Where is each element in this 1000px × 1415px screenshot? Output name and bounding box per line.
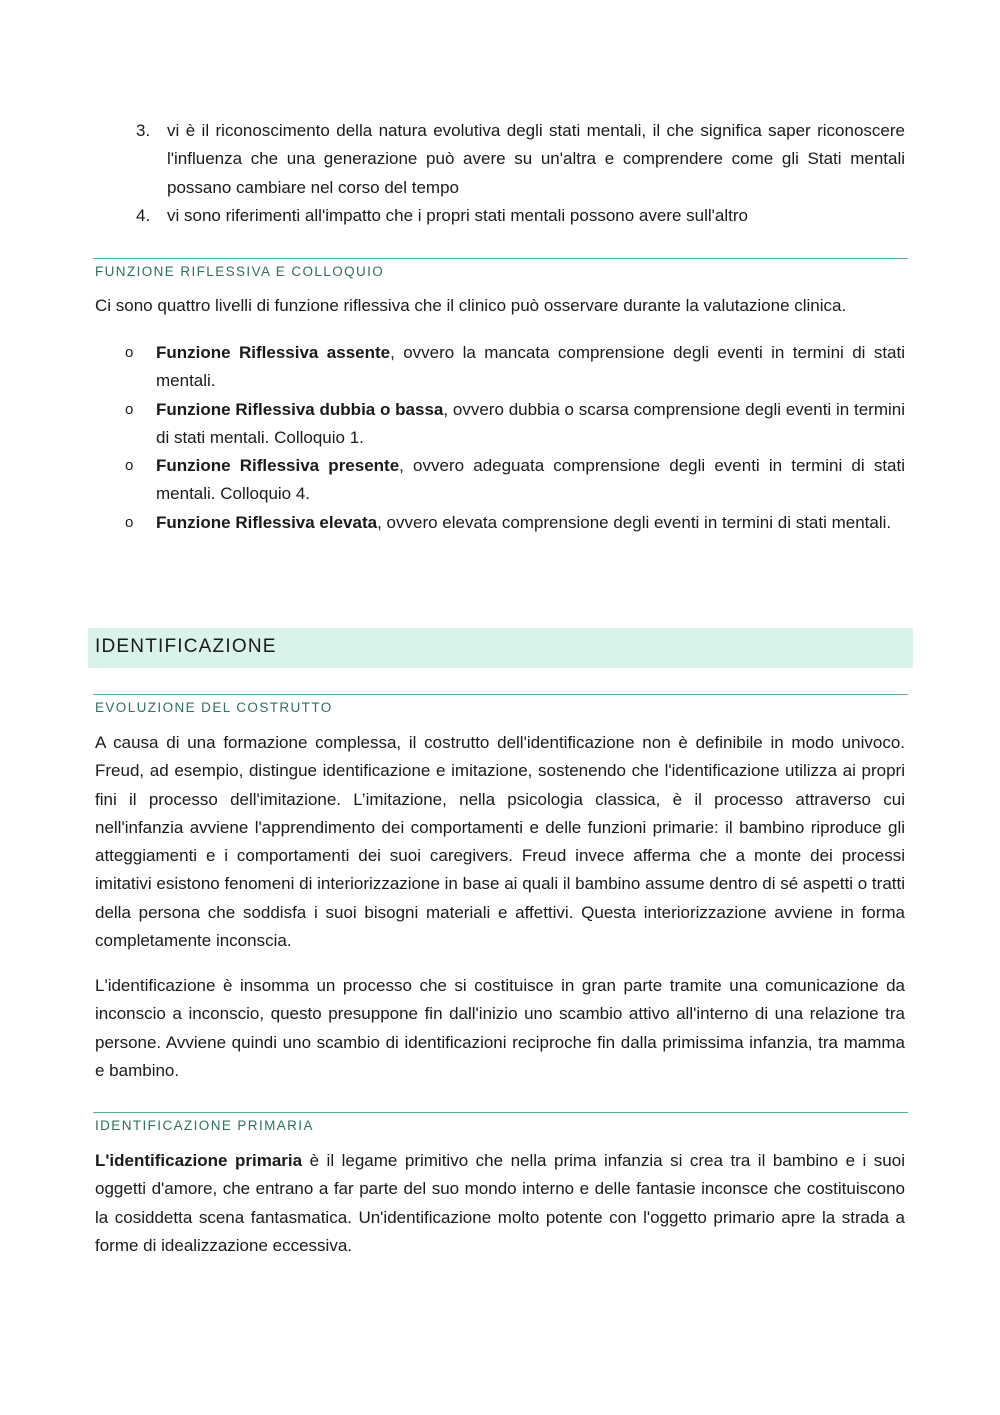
list-item [0, 452, 905, 509]
bold-term: Funzione Riflessiva elevata [156, 512, 378, 532]
bold-term: Funzione Riflessiva assente [156, 343, 391, 362]
bold-term: Funzione Riflessiva presente [156, 456, 400, 476]
list-item-text: , ovvero dubbia o scarsa comprensione degli eventi in termini di stati mentali. Colloquio 1. [156, 399, 905, 447]
list-item [0, 339, 905, 396]
list-item-text: vi è il riconoscimento della natura evolutiva degli stati mentali, il che significa saper riconoscere l'influenza che una generazione può avere su un'altra e comprendere come gli Stati mentali possano cambiare nel corso del tempo [167, 121, 905, 197]
subheading-evoluzione [93, 694, 908, 717]
list-number: 3. [136, 121, 151, 140]
list-number: 4. [136, 205, 151, 225]
intro-paragraph: Ci sono quattro livelli di funzione riflessiva che il clinico può osservare durante la valutazione clinica. [95, 296, 847, 315]
numbered-list [0, 117, 1000, 230]
paragraph-primaria [95, 1147, 905, 1260]
section-heading-band [88, 628, 913, 668]
bullet-icon: o [125, 344, 134, 361]
bullet-icon: o [125, 457, 134, 475]
paragraph-text: è il legame primitivo che nella prima infanzia si crea tra il bambino e i suoi oggetti d'amore, che entrano a far parte del suo mondo interno e delle fantasie inconsce che costituiscono la cosiddetta scena fantasmatica. Un'identificazione molto potente con l'oggetto primario apre la strada a forme di idealizzazione eccessiva. [95, 1151, 905, 1255]
bold-term: Funzione Riflessiva dubbia o bassa [156, 399, 444, 419]
paragraph-evoluzione-2: L'identificazione è insomma un processo che si costituisce in gran parte tramite una comunicazione da inconscio a inconscio, questo presuppone fin dall'inizio uno scambio attivo all'interno di una relazione tra persone. Avviene quindi uno scambio di identificazioni reciproche fin dalla primissima infanzia, tra mamma e bambino. [95, 976, 905, 1080]
bullet-icon: o [125, 513, 134, 531]
list-item [0, 396, 905, 453]
subheading-text: IDENTIFICAZIONE PRIMARIA [95, 1118, 314, 1133]
bullet-list [0, 339, 1000, 537]
list-item-text: , ovvero elevata comprensione degli eventi in termini di stati mentali. [377, 512, 892, 532]
list-item-text: , ovvero adeguata comprensione degli eventi in termini di stati mentali. Colloquio 4. [156, 456, 905, 504]
bullet-icon: o [125, 400, 134, 418]
paragraph-evoluzione-1: A causa di una formazione complessa, il costrutto dell'identificazione non è definibile in modo univoco. Freud, ad esempio, distingue identificazione e imitazione, sostenendo che l'identificazione utilizza ai propri fini il processo dell'imitazione. L’imitazione, nella psicologia classica, è il processo attraverso cui nell'infanzia avviene l'apprendimento dei comportamenti e delle funzioni primarie: il bambino riproduce gli atteggiamenti e i comportamenti dei suoi caregivers. Freud invece afferma che a monte dei processi imitativi esistono fenomeni di interiorizzazione in base ai quali il bambino assume dentro di sé aspetti o tratti della persona che soddisfa i suoi bisogni materiali e affettivi. Questa interiorizzazione avviene in forma completamente inconscia. [95, 733, 905, 951]
subheading-text: EVOLUZIONE DEL COSTRUTTO [95, 700, 333, 715]
list-item [0, 509, 905, 537]
list-item [0, 202, 905, 230]
list-item-text: , ovvero la mancata comprensione degli eventi in termini di stati mentali. [156, 343, 906, 391]
subheading-primaria [93, 1112, 908, 1135]
list-item-text: vi sono riferimenti all'impatto che i propri stati mentali possono avere sull'altro [167, 205, 748, 225]
subheading-funzione-riflessiva [93, 258, 908, 281]
section-title: IDENTIFICAZIONE [95, 636, 277, 657]
subheading-text: FUNZIONE RIFLESSIVA E COLLOQUIO [95, 264, 385, 279]
bold-term: L'identificazione primaria [95, 1151, 303, 1170]
list-item [0, 117, 905, 202]
